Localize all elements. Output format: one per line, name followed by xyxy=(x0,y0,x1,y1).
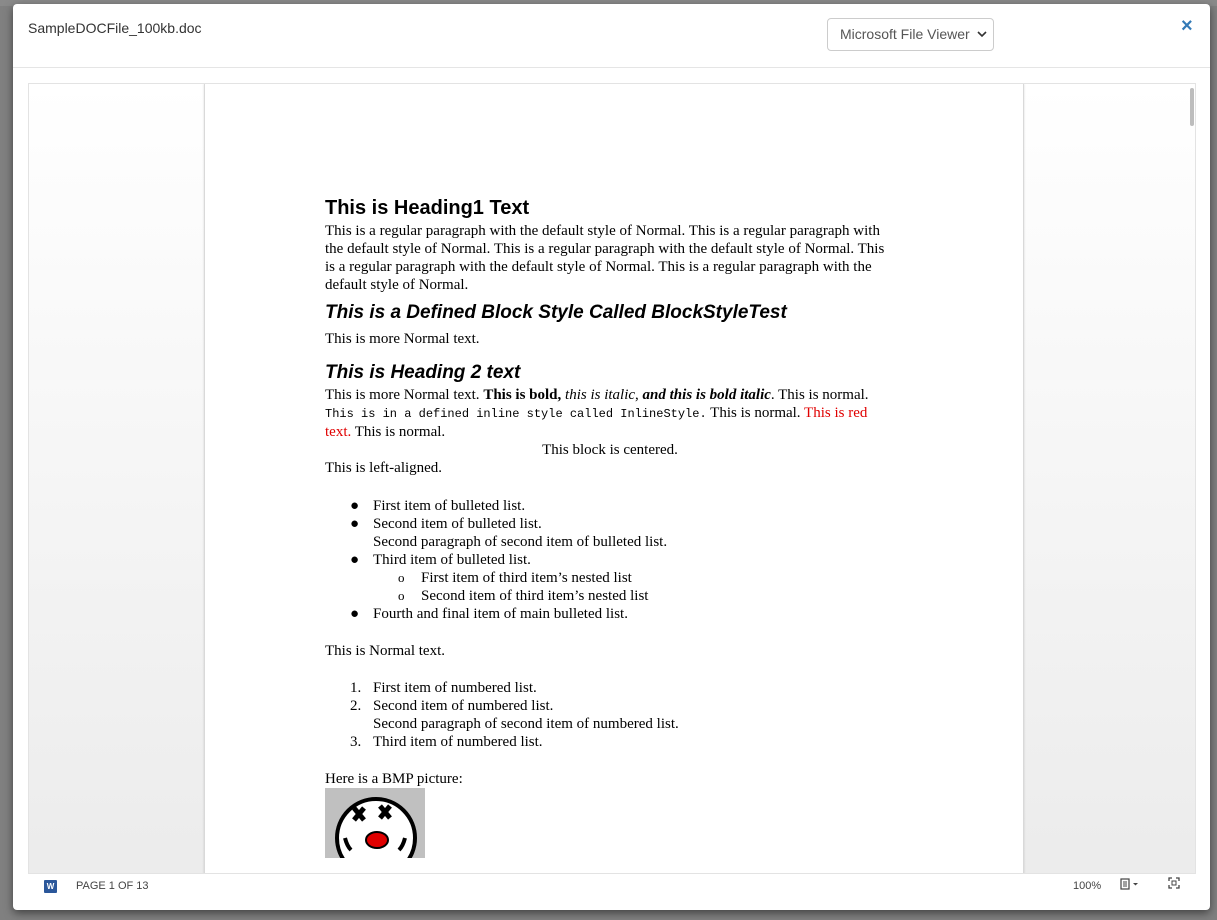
numbered-item-label: First item of numbered list. xyxy=(373,680,537,696)
document-content xyxy=(325,196,895,858)
fullscreen-icon xyxy=(1168,877,1180,889)
left-aligned-text: This is left-aligned. xyxy=(325,460,443,476)
file-viewer-modal xyxy=(13,4,1210,910)
mixed-formatting-paragraph xyxy=(325,386,895,441)
fullscreen-button[interactable] xyxy=(1168,877,1180,889)
bmp-picture xyxy=(325,788,425,858)
list-item xyxy=(325,515,895,551)
heading-2: This is Heading 2 text xyxy=(325,362,521,383)
modal-title: SampleDOCFile_100kb.doc xyxy=(28,20,202,36)
red-text: This is red text. xyxy=(325,405,868,440)
viewer-select-value: Microsoft File Viewer xyxy=(840,26,970,42)
list-item-second-paragraph: Second paragraph of second item of bulleted list. xyxy=(373,534,668,550)
bmp-caption: Here is a BMP picture: xyxy=(325,771,463,787)
list-item xyxy=(325,497,895,515)
heading-1: This is Heading1 Text xyxy=(325,197,530,219)
after-bold-italic: . This is normal. xyxy=(770,387,869,403)
nested-list-item-label: Second item of third item’s nested list xyxy=(421,588,649,604)
vertical-scrollbar[interactable] xyxy=(1190,88,1194,126)
paragraph-normal: This is a regular paragraph with the default style of Normal. This is a regular paragraph with the default style of Normal. This is a regular paragraph with the default style of Normal. This is a regular paragraph with the default style of Normal. This is a regular paragraph with the default style of Normal. xyxy=(325,223,885,293)
numbered-item xyxy=(325,697,895,733)
page-indicator: PAGE 1 OF 13 xyxy=(76,880,149,892)
list-number: 3. xyxy=(350,734,362,750)
comma-text: , xyxy=(635,387,643,403)
zoom-level[interactable]: 100% xyxy=(1073,880,1102,892)
numbered-item xyxy=(325,679,895,697)
view-mode-button[interactable] xyxy=(1120,877,1140,894)
more-normal-text: This is more Normal text. xyxy=(325,331,480,347)
mixed-intro: This is more Normal text. xyxy=(325,387,484,403)
circle-bullet-icon: o xyxy=(398,570,405,585)
viewer-select[interactable] xyxy=(827,18,994,51)
numbered-item-label: Third item of numbered list. xyxy=(373,734,543,750)
nested-list-item xyxy=(325,587,895,605)
page-view-icon xyxy=(1120,877,1140,891)
document-viewer[interactable] xyxy=(28,83,1196,898)
status-bar xyxy=(28,873,1196,898)
centered-text: This block is centered. xyxy=(542,442,678,458)
list-item-label: Third item of bulleted list. xyxy=(373,552,531,568)
normal-text-3: This is normal. xyxy=(351,424,446,440)
close-button[interactable]: × xyxy=(1181,15,1193,37)
nested-list-item xyxy=(325,569,895,587)
document-page xyxy=(204,84,1024,874)
bullet-icon: ● xyxy=(350,498,360,514)
word-icon: W xyxy=(44,880,57,893)
clown-face-image xyxy=(325,788,425,858)
list-number: 1. xyxy=(350,680,362,696)
italic-text: this is italic xyxy=(565,387,636,403)
numbered-item xyxy=(325,733,895,751)
chevron-down-icon xyxy=(977,19,987,63)
bold-text: This is bold, xyxy=(483,387,566,403)
normal-text: This is Normal text. xyxy=(325,643,445,659)
circle-bullet-icon: o xyxy=(398,588,405,603)
bulleted-list xyxy=(325,497,895,623)
normal-text-2: This is normal. xyxy=(706,405,805,421)
list-item-label: Second item of bulleted list. xyxy=(373,516,542,532)
bullet-icon: ● xyxy=(350,606,360,622)
list-item-label: Fourth and final item of main bulleted list. xyxy=(373,606,628,622)
numbered-item-label: Second item of numbered list. xyxy=(373,698,554,714)
nested-list-item-label: First item of third item’s nested list xyxy=(421,570,632,586)
list-item-label: First item of bulleted list. xyxy=(373,498,526,514)
list-item xyxy=(325,605,895,623)
list-item xyxy=(325,551,895,569)
modal-header xyxy=(13,4,1210,68)
bullet-icon: ● xyxy=(350,552,360,568)
block-style-heading: This is a Defined Block Style Called BlockStyleTest xyxy=(325,302,787,323)
bullet-icon: ● xyxy=(350,516,360,532)
numbered-item-second-paragraph: Second paragraph of second item of numbered list. xyxy=(373,716,679,732)
numbered-list xyxy=(325,679,895,751)
list-number: 2. xyxy=(350,698,362,714)
inline-style-text: This is in a defined inline style called InlineStyle. xyxy=(325,407,707,421)
bold-italic-text: and this is bold italic xyxy=(642,387,771,403)
